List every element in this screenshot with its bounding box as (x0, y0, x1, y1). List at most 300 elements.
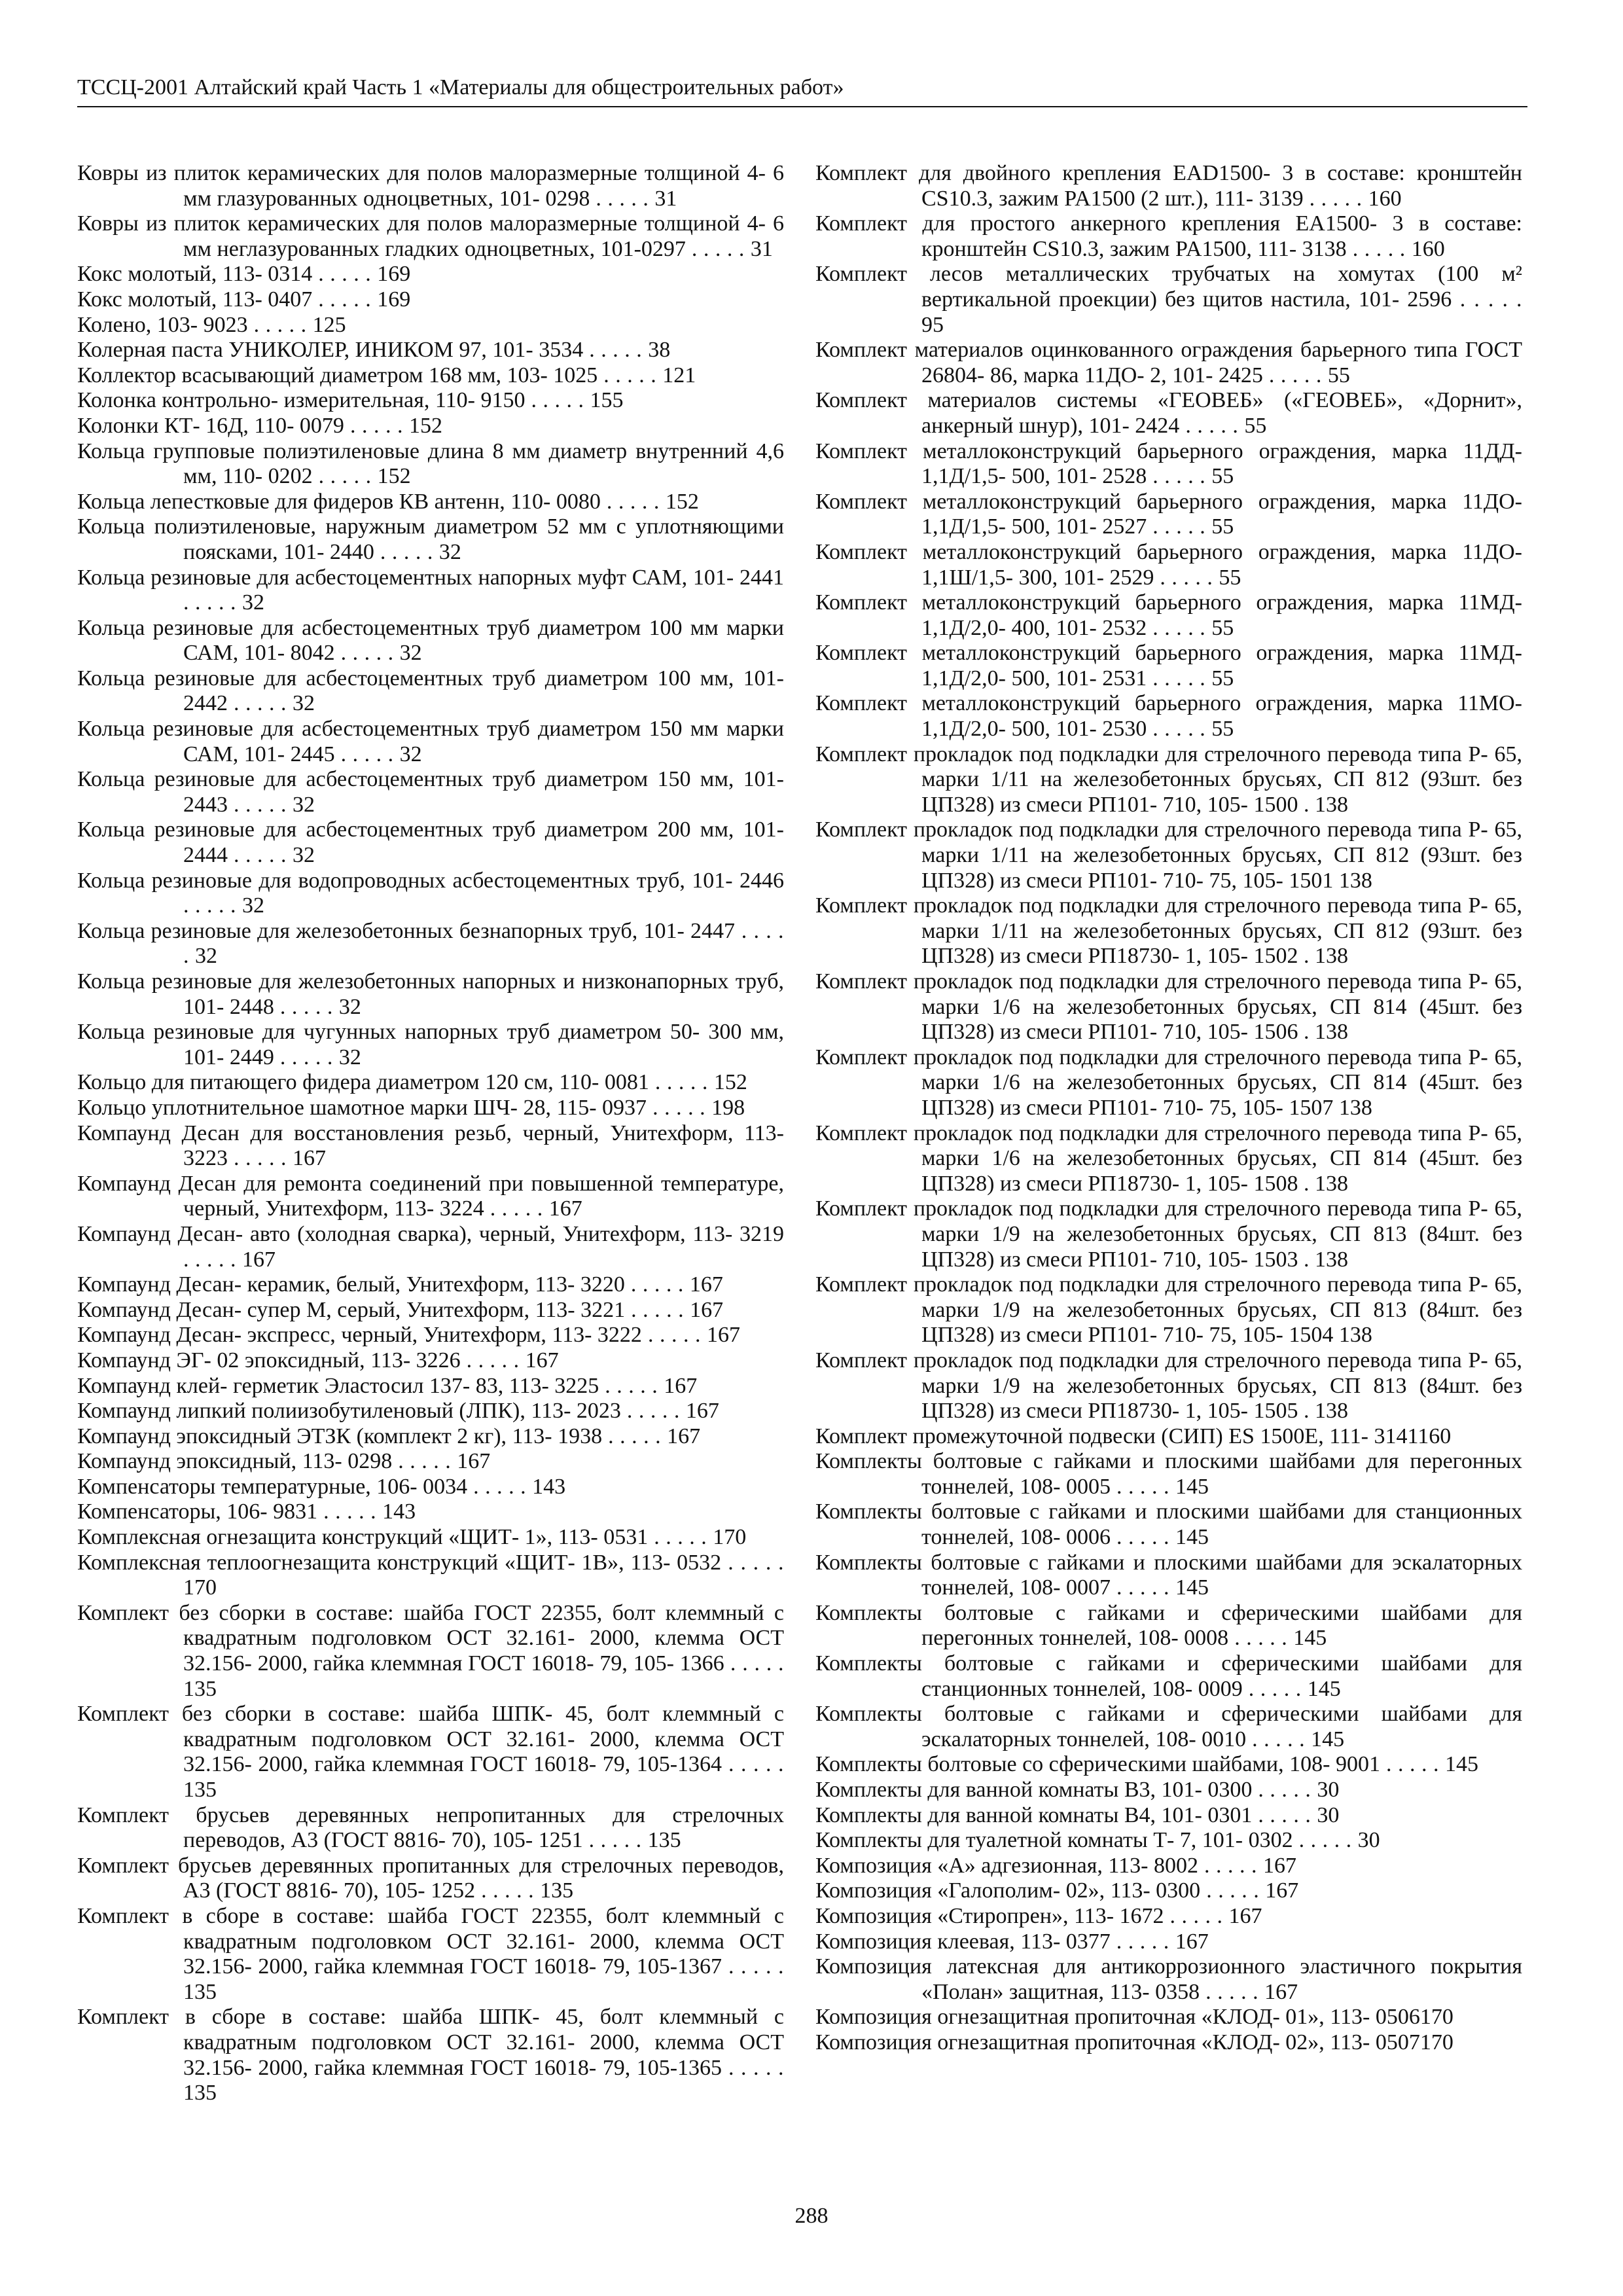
entry-page-number: 55 (1211, 666, 1234, 691)
index-entry (77, 1449, 784, 1475)
entry-page-number: 32 (338, 1045, 361, 1069)
entry-text: Компаунд клей- герметик Эластосил 137- 83, 113- 3225 (77, 1373, 599, 1398)
entry-page-number: 145 (1293, 1626, 1327, 1651)
entry-text: Комплект материалов системы «ГЕОВЕБ» («ГЕОВЕБ», «Дорнит», анкерный шнур), 101- 2424 (815, 388, 1522, 438)
leader-dots: . . . . . (1110, 1929, 1175, 1954)
entry-text: Компаунд Десан- супер М, серый, Унитехформ, 113- 3221 (77, 1297, 626, 1322)
entry-text: Кольца полиэтиленовые, наружным диаметром 52 мм с уплотняющими поясками, 101- 2440 (77, 514, 784, 564)
index-entry (77, 1525, 784, 1551)
entry-text: Кольца лепестковые для фидеров КВ антенн, 110- 0080 (77, 489, 601, 514)
leader-dots: . . . . . (647, 1095, 712, 1120)
entry-text: Компаунд Десан- авто (холодная сварка), черный, Унитехформ, 113- 3219 (77, 1221, 784, 1246)
index-entry (815, 1601, 1522, 1651)
entry-page-number: 167 (706, 1323, 740, 1348)
entry-page-number: 198 (711, 1095, 745, 1120)
leader-dots: . . . . . (722, 2055, 784, 2080)
index-entry (77, 1070, 784, 1096)
entry-text: Комплект в сборе в составе: шайба ШПК- 45, болт клеммный с квадратным подголовком ОСТ 32.161- 2000, клемма ОСТ 32.156- 2000, гайка клеммная ГОСТ 16018- 79, 105-1365 (77, 2005, 784, 2080)
index-entry (815, 1752, 1522, 1778)
entry-page-number: 32 (195, 944, 217, 969)
leader-dots: . . . . . (392, 1449, 457, 1474)
index-entry (77, 717, 784, 767)
entry-page-number: 55 (1219, 565, 1241, 590)
entry-page-number: 32 (242, 590, 264, 615)
leader-dots: . . . . . (183, 1247, 242, 1272)
entry-page-number: 135 (183, 1979, 217, 2004)
index-entry (815, 1121, 1522, 1197)
index-entry (77, 1601, 784, 1702)
index-entry (77, 161, 784, 211)
leader-dots: . . . . . (467, 1474, 533, 1499)
leader-dots: . . . . . (1262, 363, 1328, 387)
entry-text: Кольца резиновые для чугунных напорных труб диаметром 50- 300 мм, 101- 2449 (77, 1020, 784, 1069)
leader-dots: . . . . . (228, 792, 293, 817)
entry-page-number: 32 (242, 893, 264, 918)
entry-text: Колонки КТ- 16Д, 110- 0079 (77, 413, 344, 438)
entry-text: Кокс молотый, 113- 0314 (77, 262, 313, 287)
entry-page-number: 167 (548, 1196, 582, 1221)
entry-page-number: 170 (713, 1525, 747, 1550)
entry-text: Комплект для простого анкерного крепления EA1500- 3 в составе: кронштейн CS10.3, зажим PA1500, 111- 3138 (815, 211, 1522, 261)
index-entry (77, 363, 784, 389)
entry-text: Комплект металлоконструкций барьерного ограждения, марка 11ДО- 1,1Ш/1,5- 300, 101- 2529 (815, 539, 1522, 590)
entry-page-number: 145 (1175, 1525, 1209, 1550)
entry-page-number: 145 (1307, 1676, 1341, 1701)
leader-dots: . . . . . (1242, 1676, 1308, 1701)
entry-text: Комплект прокладок под подкладки для стрелочного перевода типа Р- 65, марки 1/9 на железобетонных брусьях, СП 813 (84шт. без ЦП328) из смеси РП18730- 1, 105- 1505 . 138 (815, 1348, 1522, 1424)
entry-text: Комплект прокладок под подкладки для стрелочного перевода типа Р- 65, марки 1/6 на железобетонных брусьях, СП 814 (45шт. без ЦП328) из смеси РП101- 710, 105- 1506 . 138 (815, 969, 1522, 1045)
leader-dots: . . . . . (1200, 1979, 1265, 2004)
entry-page-number: 167 (667, 1424, 701, 1448)
entry-page-number: 135 (183, 2081, 217, 2106)
entry-text: Компаунд липкий полиизобутиленовый (ЛПК), 113- 2023 (77, 1399, 621, 1424)
entry-page-number: 55 (1211, 615, 1234, 640)
entry-text: Кольца резиновые для асбестоцементных труб диаметром 100 мм, 101- 2442 (77, 666, 784, 716)
entry-page-number: 55 (1244, 413, 1267, 438)
index-entry (815, 1828, 1522, 1854)
leader-dots: . . . . . (460, 1348, 526, 1372)
leader-dots: . . . . . (1154, 565, 1219, 590)
entry-page-number: 121 (662, 363, 696, 387)
leader-dots: . . . . . (685, 236, 751, 261)
leader-dots: . . . . . (183, 918, 785, 969)
index-entry (815, 817, 1522, 893)
entry-page-number: 32 (293, 691, 315, 716)
index-entry (815, 338, 1522, 388)
entry-text: Компаунд Десан для ремонта соединений при повышенной температуре, черный, Унитехформ, 113- 3224 (77, 1171, 784, 1221)
entry-page-number: 125 (312, 312, 346, 337)
entry-text: Колонка контрольно- измерительная, 110- 9150 (77, 388, 526, 413)
leader-dots: . . . . . (317, 1499, 383, 1524)
index-entry (77, 616, 784, 666)
entry-page-number: 135 (540, 1878, 574, 1903)
entry-page-number: 169 (377, 287, 411, 312)
entry-page-number: 55 (1211, 514, 1234, 539)
index-entry (77, 1803, 784, 1854)
index-entry (815, 262, 1522, 338)
leader-dots: . . . . . (1147, 514, 1212, 539)
index-entry (815, 2030, 1522, 2056)
entry-page-number: 55 (1211, 717, 1234, 742)
entry-text: Комплект промежуточной подвески (СИП) ES 1500E, 111- 3141160 (815, 1424, 1452, 1448)
index-entry (77, 1399, 784, 1424)
entry-text: Композиция «Стиропрен», 113- 1672 (815, 1903, 1164, 1928)
leader-dots: . . . . . (1110, 1474, 1175, 1499)
entry-text: Кольца резиновые для асбестоцементных труб диаметром 200 мм, 101- 2444 (77, 817, 784, 868)
index-entry (815, 1778, 1522, 1803)
index-entry (815, 691, 1522, 742)
entry-text: Комплекты болтовые с гайками и сферическими шайбами для станционных тоннелей, 108- 0009 (815, 1651, 1522, 1701)
index-entry (815, 1854, 1522, 1879)
entry-page-number: 152 (408, 413, 442, 438)
index-entry (77, 490, 784, 515)
leader-dots: . . . . . (602, 1424, 668, 1448)
index-entry (77, 1374, 784, 1399)
entry-text: Комплект прокладок под подкладки для стрелочного перевода типа Р- 65, марки 1/11 на железобетонных брусьях, СП 812 (93шт. без ЦП328) из смеси РП101- 710, 105- 1500 . 138 (815, 742, 1522, 817)
entry-text: Компаунд эпоксидный, 113- 0298 (77, 1449, 393, 1474)
leader-dots: . . . . . (228, 1146, 293, 1171)
entry-page-number: 160 (1411, 236, 1445, 261)
index-entry (77, 817, 784, 868)
index-entry (815, 161, 1522, 211)
entry-text: Комплект материалов оцинкованного ограждения барьерного типа ГОСТ 26804- 86, марка 11ДО- 2, 101- 2425 (815, 338, 1522, 387)
index-entry (815, 1929, 1522, 1955)
entry-text: Кокс молотый, 113- 0407 (77, 287, 313, 312)
entry-text: Комплект прокладок под подкладки для стрелочного перевода типа Р- 65, марки 1/11 на железобетонных брусьях, СП 812 (93шт. без ЦП328) из смеси РП101- 710- 75, 105- 1501 138 (815, 817, 1522, 893)
index-entry (77, 1551, 784, 1601)
index-entry (77, 565, 784, 616)
index-entry (77, 1272, 784, 1298)
index-entry (815, 1449, 1522, 1499)
index-entry (77, 1348, 784, 1374)
entry-page-number: 167 (1175, 1929, 1209, 1954)
index-entry (77, 869, 784, 919)
index-entry (77, 1172, 784, 1222)
entry-text: Комплект брусьев деревянных непропитанных для стрелочных переводов, А3 (ГОСТ 8816- 70), 105- 1251 (77, 1803, 784, 1853)
entry-text: Комплект металлоконструкций барьерного ограждения, марка 11МО- 1,1Д/2,0- 500, 101- 2530 (815, 691, 1522, 742)
entry-text: Ковры из плиток керамических для полов малоразмерные толщиной 4- 6 мм неглазурованных гладких одноцветных, 101-0297 (77, 211, 784, 261)
entry-text: Компаунд эпоксидный ЭТЗК (комплект 2 кг), 113- 1938 (77, 1424, 603, 1448)
entry-page-number: 167 (293, 1146, 326, 1171)
entry-page-number: 167 (242, 1247, 276, 1272)
leader-dots: . . . . . (1147, 666, 1212, 691)
index-entry (77, 1475, 784, 1500)
leader-dots: . . . . . (334, 742, 400, 766)
leader-dots: . . . . . (374, 539, 439, 564)
leader-dots: . . . . . (1179, 413, 1245, 438)
entry-page-number: 30 (1317, 1803, 1340, 1827)
entry-text: Комплект прокладок под подкладки для стрелочного перевода типа Р- 65, марки 1/11 на железобетонных брусьях, СП 812 (93шт. без ЦП328) из смеси РП18730- 1, 105- 1502 . 138 (815, 893, 1522, 969)
entry-text: Композиция «А» адгезионная, 113- 8002 (815, 1853, 1198, 1878)
entry-text: Композиция огнезащитная пропиточная «КЛОД- 02», 113- 0507170 (815, 2030, 1454, 2054)
entry-text: Комплекты для ванной комнаты В4, 101- 0301 (815, 1803, 1253, 1827)
entry-text: Компаунд Десан- экспресс, черный, Унитехформ, 113- 3222 (77, 1323, 642, 1348)
index-entry (815, 1272, 1522, 1348)
entry-text: Комплект металлоконструкций барьерного ограждения, марка 11ДО- 1,1Д/1,5- 500, 101- 2527 (815, 489, 1522, 539)
index-entry (77, 1499, 784, 1525)
entry-page-number: 167 (1228, 1903, 1262, 1928)
leader-dots: . . . . . (312, 287, 378, 312)
index-entry (77, 262, 784, 287)
entry-page-number: 167 (457, 1449, 491, 1474)
leader-dots: . . . . . (1303, 186, 1368, 211)
entry-page-number: 38 (648, 338, 671, 363)
index-entry (77, 2005, 784, 2106)
entry-page-number: 167 (1264, 1979, 1298, 2004)
entry-text: Компенсаторы, 106- 9831 (77, 1499, 318, 1524)
entry-text: Кольцо для питающего фидера диаметром 120 см, 110- 0081 (77, 1070, 649, 1095)
index-entry (77, 388, 784, 414)
index-entry (815, 2005, 1522, 2030)
entry-text: Кольца резиновые для водопроводных асбестоцементных труб, 101- 2446 (77, 868, 784, 893)
index-entry (815, 1702, 1522, 1752)
entry-page-number: 152 (713, 1070, 747, 1095)
entry-text: Комплекты болтовые с гайками и плоскими шайбами для перегонных тоннелей, 108- 0005 (815, 1449, 1522, 1499)
leader-dots: . . . . . (1293, 1828, 1358, 1853)
index-entry (815, 388, 1522, 439)
entry-text: Комплект прокладок под подкладки для стрелочного перевода типа Р- 65, марки 1/9 на железобетонных брусьях, СП 813 (84шт. без ЦП328) из смеси РП101- 710, 105- 1503 . 138 (815, 1196, 1522, 1272)
entry-page-number: 167 (664, 1373, 698, 1398)
index-entry (77, 1323, 784, 1348)
leader-dots: . . . . . (724, 1651, 784, 1676)
page-number: 288 (794, 2204, 829, 2228)
index-entry (815, 1651, 1522, 1702)
entry-page-number: 135 (183, 1676, 217, 1701)
index-entry (77, 414, 784, 439)
index-entry (815, 893, 1522, 969)
leader-dots: . . . . . (1228, 1626, 1294, 1651)
entry-text: Компенсаторы температурные, 106- 0034 (77, 1474, 468, 1499)
entry-text: Композиция латексная для антикоррозионного эластичного покрытия «Полан» защитная, 113- 0358 (815, 1954, 1522, 2004)
entry-text: Комплект прокладок под подкладки для стрелочного перевода типа Р- 65, марки 1/6 на железобетонных брусьях, СП 814 (45шт. без ЦП328) из смеси РП101- 710- 75, 105- 1507 138 (815, 1045, 1522, 1120)
leader-dots: . . . . . (247, 312, 313, 337)
running-header: ТССЦ-2001 Алтайский край Часть 1 «Материалы для общестроительных работ» (77, 73, 1527, 107)
leader-dots: . . . . . (312, 262, 378, 287)
entry-page-number: 152 (377, 464, 411, 489)
leader-dots: . . . . . (1252, 1778, 1317, 1802)
entry-page-number: 55 (1327, 363, 1350, 387)
leader-dots: . . . . . (525, 388, 590, 413)
index-entry (815, 1803, 1522, 1829)
index-entry (77, 338, 784, 363)
entry-page-number: 167 (690, 1297, 724, 1322)
index-entry (815, 1904, 1522, 1929)
index-entry (77, 767, 784, 817)
index-entry (815, 1196, 1522, 1272)
leader-dots: . . . . . (1252, 1803, 1317, 1827)
index-entry (77, 1904, 784, 2005)
entry-text: Комплект без сборки в составе: шайба ШПК- 45, болт клеммный с квадратным подголовком ОСТ 32.161- 2000, клемма ОСТ 32.156- 2000, гайка клеммная ГОСТ 16018- 79, 105-1364 (77, 1702, 784, 1777)
leader-dots: . . . . . (624, 1272, 690, 1297)
entry-text: Колено, 103- 9023 (77, 312, 248, 337)
index-entry (815, 490, 1522, 540)
entry-text: Комплекты болтовые со сферическими шайбами, 108- 9001 (815, 1752, 1380, 1777)
leader-dots: . . . . . (183, 893, 242, 918)
entry-page-number: 55 (1211, 464, 1234, 489)
entry-page-number: 145 (1175, 1575, 1209, 1600)
leader-dots: . . . . . (649, 1070, 714, 1095)
index-entry (77, 666, 784, 717)
leader-dots: . . . . . (228, 843, 293, 868)
leader-dots: . . . . . (582, 1828, 648, 1853)
entry-text: Компаунд ЭГ- 02 эпоксидный, 113- 3226 (77, 1348, 461, 1372)
leader-dots: . . . . . (641, 1323, 707, 1348)
entry-text: Кольца резиновые для асбестоцементных труб диаметром 100 мм марки САМ, 101- 8042 (77, 615, 784, 666)
entry-page-number: 32 (438, 539, 461, 564)
leader-dots: . . . . . (1452, 287, 1523, 312)
entry-text: Кольца резиновые для асбестоцементных напорных муфт САМ, 101- 2441 (77, 565, 784, 590)
entry-page-number: 32 (399, 641, 422, 666)
entry-text: Комплект прокладок под подкладки для стрелочного перевода типа Р- 65, марки 1/9 на железобетонных брусьях, СП 813 (84шт. без ЦП328) из смеси РП101- 710- 75, 105- 1504 138 (815, 1272, 1522, 1348)
index-entry (815, 1878, 1522, 1904)
leader-dots: . . . . . (334, 641, 400, 666)
entry-page-number: 167 (1265, 1878, 1299, 1903)
entry-page-number: 143 (532, 1474, 566, 1499)
index-entry (815, 1954, 1522, 2005)
entry-text: Комплекты болтовые с гайками и сферическими шайбами для перегонных тоннелей, 108- 0008 (815, 1600, 1522, 1651)
leader-dots: . . . . . (600, 489, 666, 514)
index-entry (77, 439, 784, 490)
entry-page-number: 32 (293, 792, 315, 817)
index-column-left (77, 161, 784, 2106)
entry-text: Кольцо уплотнительное шамотное марки ШЧ- 28, 115- 0937 (77, 1095, 647, 1120)
leader-dots: . . . . . (475, 1878, 541, 1903)
entry-page-number: 169 (377, 262, 411, 287)
entry-text: Комплект металлоконструкций барьерного ограждения, марка 11ДД- 1,1Д/1,5- 500, 101- 2528 (815, 439, 1522, 489)
index-entry (815, 540, 1522, 590)
entry-page-number: 167 (1262, 1853, 1296, 1878)
leader-dots: . . . . . (599, 1373, 664, 1398)
entry-text: Колерная паста УНИКОЛЕР, ИНИКОМ 97, 101- 3534 (77, 338, 584, 363)
entry-text: Ковры из плиток керамических для полов малоразмерные толщиной 4- 6 мм глазурованных одноцветных, 101- 0298 (77, 161, 784, 211)
index-entry (815, 1551, 1522, 1601)
leader-dots: . . . . . (590, 186, 655, 211)
leader-dots: . . . . . (1164, 1903, 1229, 1928)
leader-dots: . . . . . (625, 1297, 690, 1322)
entry-page-number: 155 (590, 388, 624, 413)
leader-dots: . . . . . (1147, 464, 1212, 489)
index-entry (77, 1222, 784, 1272)
entry-text: Кольца резиновые для железобетонных напорных и низконапорных труб, 101- 2448 (77, 969, 784, 1019)
leader-dots: . . . . . (274, 1045, 339, 1069)
entry-page-number: 167 (685, 1399, 719, 1424)
index-entry (815, 590, 1522, 641)
entry-page-number: 32 (293, 843, 315, 868)
leader-dots: . . . . . (583, 338, 649, 363)
entry-text: Композиция огнезащитная пропиточная «КЛОД- 01», 113- 0506170 (815, 2005, 1454, 2030)
entry-text: Комплект в сборе в составе: шайба ГОСТ 22355, болт клеммный с квадратным подголовком ОСТ 32.161- 2000, клемма ОСТ 32.156- 2000, гайка клеммная ГОСТ 16018- 79, 105-1367 (77, 1903, 784, 1979)
index-entry (815, 1499, 1522, 1550)
entry-text: Кольца групповые полиэтиленовые длина 8 мм диаметр внутренний 4,6 мм, 110- 0202 (77, 439, 784, 489)
entry-text: Комплект без сборки в составе: шайба ГОСТ 22355, болт клеммный с квадратным подголовком ОСТ 32.161- 2000, клемма ОСТ 32.156- 2000, гайка клеммная ГОСТ 16018- 79, 105- 1366 (77, 1600, 784, 1676)
entry-text: Комплекты болтовые с гайками и плоскими шайбами для станционных тоннелей, 108- 0006 (815, 1499, 1522, 1550)
entry-page-number: 30 (1357, 1828, 1380, 1853)
entry-text: Комплекты для туалетной комнаты Т- 7, 101- 0302 (815, 1828, 1293, 1853)
leader-dots: . . . . . (183, 590, 242, 615)
index-entry (815, 969, 1522, 1045)
index-entry (815, 1045, 1522, 1121)
entry-text: Композиция клеевая, 113- 0377 (815, 1929, 1111, 1954)
entry-text: Комплексная огнезащита конструкций «ЩИТ- 1», 113- 0531 (77, 1525, 649, 1550)
index-entry (77, 1020, 784, 1070)
entry-page-number: 135 (183, 1778, 217, 1802)
entry-text: Комплект прокладок под подкладки для стрелочного перевода типа Р- 65, марки 1/6 на железобетонных брусьях, СП 814 (45шт. без ЦП328) из смеси РП18730- 1, 105- 1508 . 138 (815, 1121, 1522, 1196)
index-entry (77, 313, 784, 338)
entry-page-number: 160 (1368, 186, 1402, 211)
entry-text: Комплект металлоконструкций барьерного ограждения, марка 11МД- 1,1Д/2,0- 400, 101- 2532 (815, 590, 1522, 640)
entry-page-number: 95 (921, 312, 944, 337)
leader-dots: . . . . . (648, 1525, 713, 1550)
leader-dots: . . . . . (1246, 1727, 1311, 1751)
entry-text: Коллектор всасывающий диаметром 168 мм, 103- 1025 (77, 363, 598, 387)
entry-page-number: 31 (654, 186, 677, 211)
leader-dots: . . . . . (274, 994, 339, 1019)
entry-page-number: 167 (689, 1272, 723, 1297)
entry-text: Кольца резиновые для асбестоцементных труб диаметром 150 мм, 101- 2443 (77, 767, 784, 817)
entry-text: Комплект для двойного крепления EAD1500- 3 в составе: кронштейн CS10.3, зажим PA1500 (2 шт.), 111- 3139 (815, 161, 1522, 211)
index-entry (815, 211, 1522, 262)
index-entry (815, 1424, 1522, 1450)
index-entry (77, 919, 784, 969)
leader-dots: . . . . . (1200, 1878, 1266, 1903)
entry-text: Комплекты болтовые с гайками и сферическими шайбами для эскалаторных тоннелей, 108- 0010 (815, 1702, 1522, 1751)
leader-dots: . . . . . (344, 413, 409, 438)
entry-text: Комплексная теплоогнезащита конструкций «ЩИТ- 1В», 113- 0532 (77, 1550, 722, 1575)
entry-page-number: 31 (750, 236, 773, 261)
entry-page-number: 143 (382, 1499, 416, 1524)
leader-dots: . . . . . (1147, 717, 1212, 742)
entry-text: Комплект металлоконструкций барьерного ограждения, марка 11МД- 1,1Д/2,0- 500, 101- 2531 (815, 641, 1522, 691)
leader-dots: . . . . . (1198, 1853, 1263, 1878)
entry-text: Кольца резиновые для железобетонных безнапорных труб, 101- 2447 (77, 918, 736, 943)
index-entry (77, 969, 784, 1020)
index-entry (77, 1702, 784, 1803)
entry-text: Компаунд Десан для восстановления резьб, черный, Унитехформ, 113- 3223 (77, 1121, 784, 1171)
entry-page-number: 170 (183, 1575, 217, 1600)
leader-dots: . . . . . (1346, 236, 1412, 261)
leader-dots: . . . . . (722, 1954, 784, 1979)
entry-page-number: 167 (525, 1348, 559, 1372)
entry-text: Комплекты болтовые с гайками и плоскими шайбами для эскалаторных тоннелей, 108- 0007 (815, 1550, 1522, 1600)
leader-dots: . . . . . (228, 691, 293, 716)
index-entry (77, 1298, 784, 1323)
leader-dots: . . . . . (1380, 1752, 1445, 1777)
index-entry (77, 1424, 784, 1450)
index-entry (815, 641, 1522, 691)
leader-dots: . . . . . (1110, 1575, 1175, 1600)
entry-page-number: 32 (338, 994, 361, 1019)
leader-dots: . . . . . (597, 363, 663, 387)
leader-dots: . . . . . (1110, 1525, 1175, 1550)
leader-dots: . . . . . (1147, 615, 1212, 640)
index-entry (77, 514, 784, 565)
entry-text: Комплект лесов металлических трубчатых на хомутах (100 м² вертикальной проекции) без щитов настила, 101- 2596 (815, 262, 1522, 312)
leader-dots: . . . . . (721, 1550, 784, 1575)
entry-page-number: 145 (1444, 1752, 1478, 1777)
entry-page-number: 30 (1317, 1778, 1340, 1802)
leader-dots: . . . . . (312, 464, 378, 489)
entry-page-number: 145 (1175, 1474, 1209, 1499)
index-entry (815, 742, 1522, 818)
index-entry (77, 1854, 784, 1904)
index-entry (77, 1096, 784, 1121)
index-entry (815, 439, 1522, 490)
entry-page-number: 145 (1311, 1727, 1345, 1751)
entry-text: Комплект брусьев деревянных пропитанных для стрелочных переводов, А3 (ГОСТ 8816- 70), 105- 1252 (77, 1853, 784, 1903)
index-entry (815, 1348, 1522, 1424)
index-entry (77, 287, 784, 313)
entry-page-number: 32 (399, 742, 422, 766)
